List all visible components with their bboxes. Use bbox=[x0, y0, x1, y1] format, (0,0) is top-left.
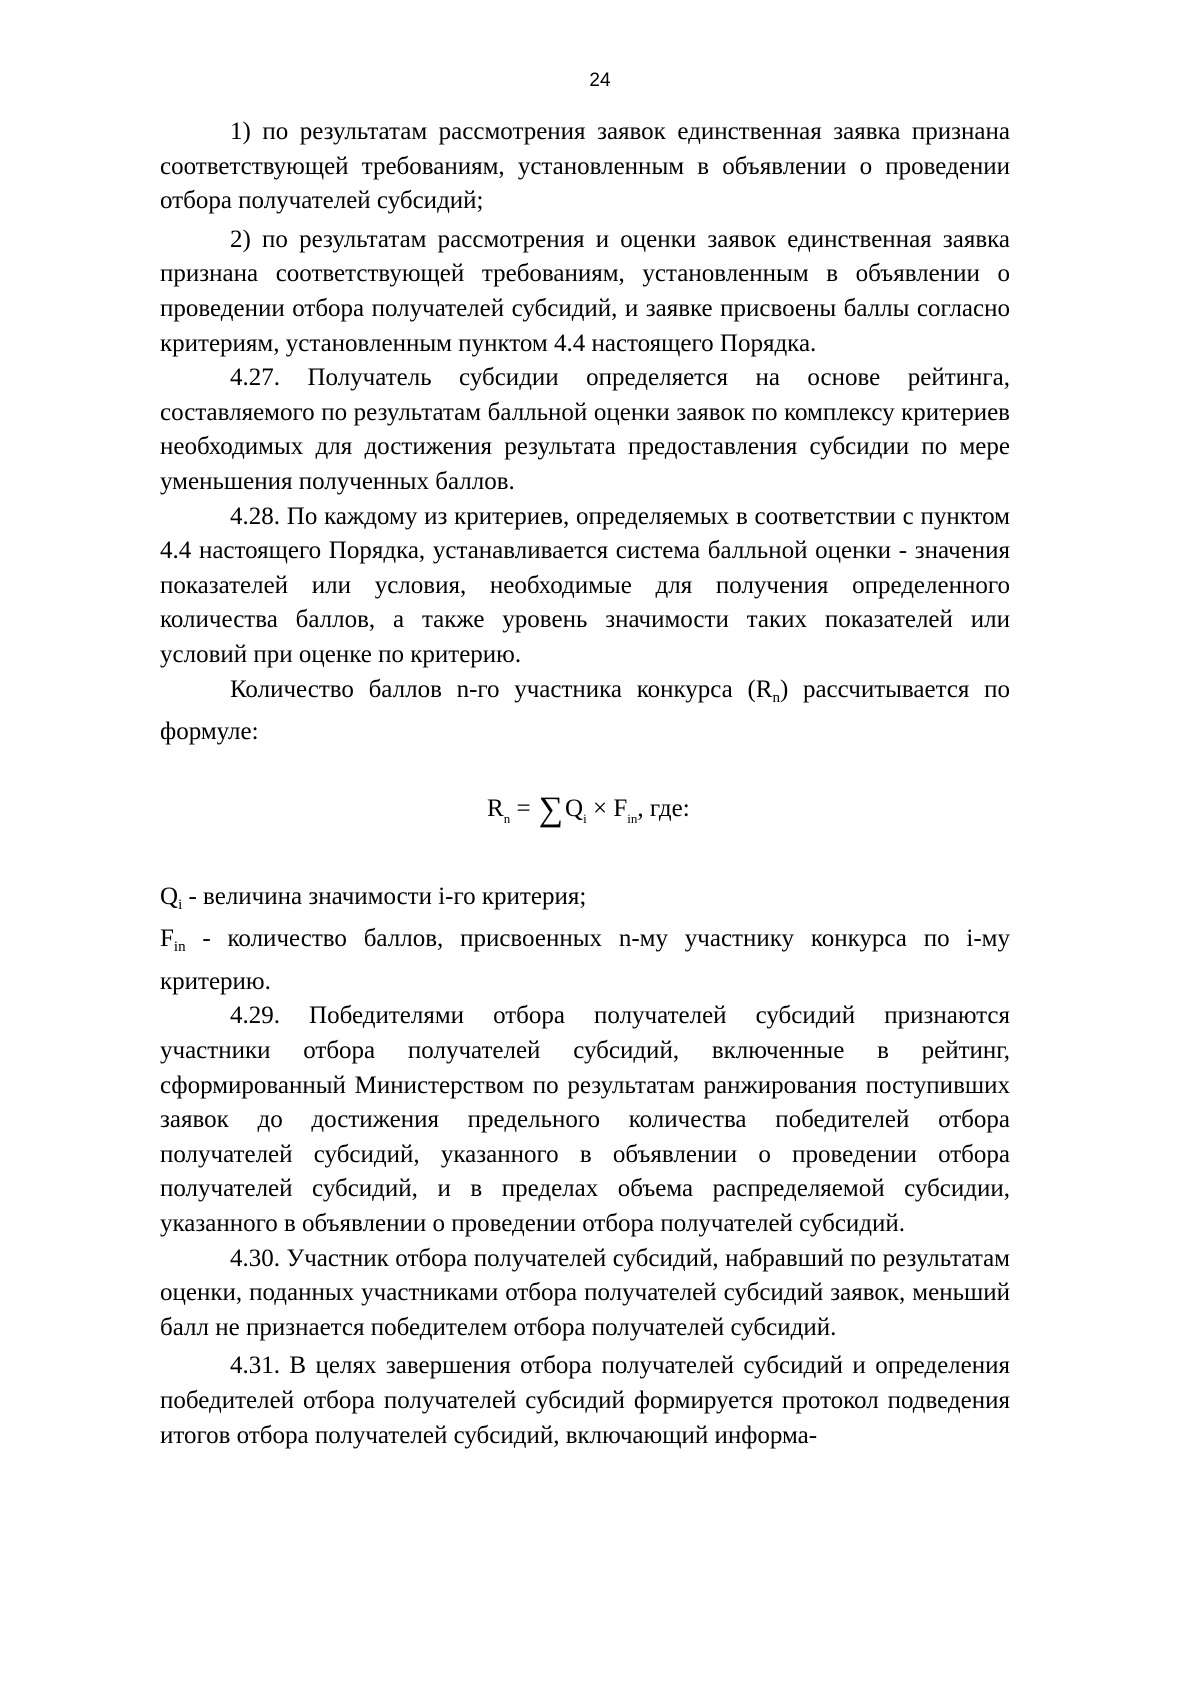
definition-q-symbol: Q bbox=[160, 882, 179, 910]
document-body bbox=[160, 115, 1010, 1453]
formula-block bbox=[160, 750, 1010, 880]
paragraph-item-1: 1) по результатам рассмотрения заявок единственная заявка признана соответствующей требованиям, установленным в объявлении о проведении отбора получателей субсидий; bbox=[160, 118, 1010, 215]
definition-f-subscript: in bbox=[173, 939, 186, 956]
formula-r: R bbox=[487, 794, 504, 822]
formula-equals: = bbox=[510, 794, 537, 822]
paragraph-4-29: 4.29. Победителями отбора получателей субсидий признаются участники отбора получателей субсидий, включенные в рейтинг, сформированный Министерством по результатам ранжирования поступивших заявок до достижения предельного количества победителей отбора получателей субсидий, указанного в объявлении о проведении отбора получателей субсидий, и в пределах объема распределяемой субсидии, указанного в объявлении о проведении отбора получателей субсидий. bbox=[160, 1002, 1010, 1238]
definition-f-text: - количество баллов, присвоенных n-му участнику конкурса по i-му критерию. bbox=[160, 925, 1010, 995]
intro-text-end: ) рассчитывается по формуле: bbox=[160, 675, 1010, 746]
page-number: 24 bbox=[589, 70, 611, 91]
formula-r-subscript: n bbox=[503, 810, 511, 826]
paragraph-4-27: 4.27. Получатель субсидии определяется на основе рейтинга, составляемого по результатам балльной оценки заявок по комплексу критериев необходимых для достижения результата предоставления субсидии по мере уменьшения полученных баллов. bbox=[160, 364, 1010, 495]
paragraph-4-28: 4.28. По каждому из критериев, определяемых в соответствии с пунктом 4.4 настоящего Порядка, устанавливается система балльной оценки - значения показателей или условия, необходимые для получения определенного количества баллов, а также уровень значимости таких показателей или условий при оценке по критерию. bbox=[160, 502, 1010, 668]
score-formula bbox=[487, 792, 690, 837]
definition-q bbox=[160, 880, 1010, 923]
intro-text-start: Количество баллов n-го участника конкурса (R bbox=[230, 675, 773, 703]
definition-f-symbol: F bbox=[160, 925, 174, 953]
formula-tail: , где: bbox=[637, 794, 690, 822]
definition-q-subscript: i bbox=[178, 896, 183, 913]
formula-f-subscript: in bbox=[627, 810, 638, 826]
paragraph-item-2: 2) по результатам рассмотрения и оценки заявок единственная заявка признана соответствующей требованиям, установленным в объявлении о проведении отбора получателей субсидий, и заявке присвоены баллы согласно критериям, установленным пунктом 4.4 настоящего Порядка. bbox=[160, 225, 1010, 357]
paragraph-4-31: 4.31. В целях завершения отбора получателей субсидий и определения победителей отбора получателей субсидий формируется протокол подведения итогов отбора получателей субсидий, включающий информа- bbox=[160, 1352, 1010, 1449]
paragraph-score-formula-intro bbox=[160, 673, 1010, 750]
paragraph-4-30: 4.30. Участник отбора получателей субсидий, набравший по результатам оценки, поданных участниками отбора получателей субсидий заявок, меньший балл не признается победителем отбора получателей субсидий. bbox=[160, 1244, 1010, 1341]
intro-subscript-n: n bbox=[772, 689, 780, 706]
definition-f bbox=[160, 922, 1010, 999]
definition-q-text: - величина значимости i-го критерия; bbox=[182, 882, 587, 910]
sum-symbol: ∑ bbox=[538, 790, 564, 828]
formula-q-subscript: i bbox=[583, 810, 587, 826]
formula-f: F bbox=[613, 794, 628, 822]
formula-q: Q bbox=[565, 794, 584, 822]
formula-times: × bbox=[586, 794, 614, 822]
